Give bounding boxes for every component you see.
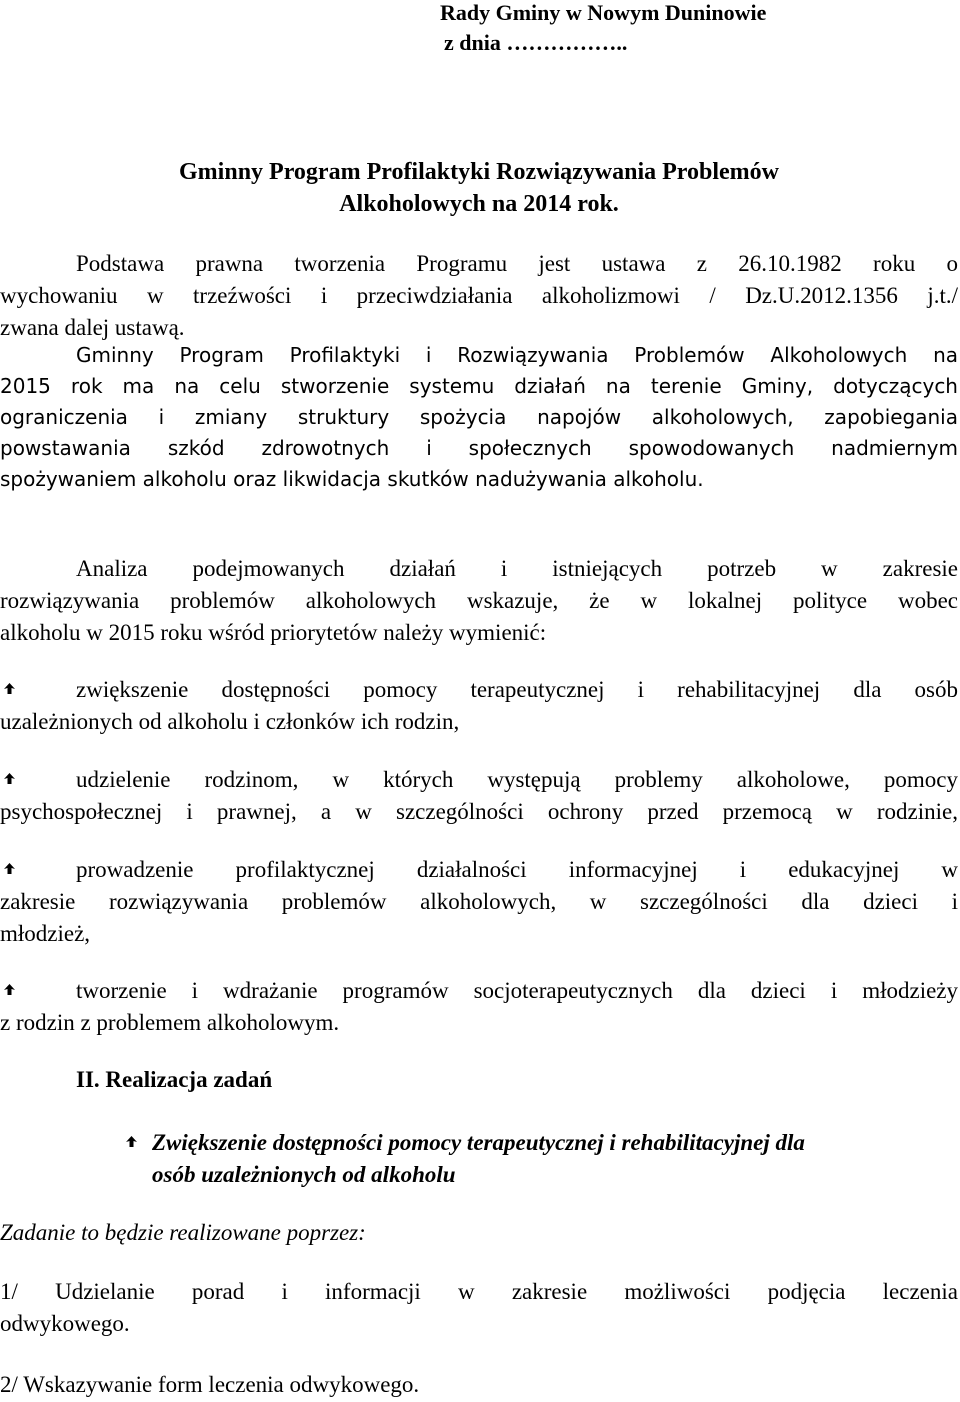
purpose-line: ograniczenia i zmiany struktury spożycia napojów alkoholowych, zapobiegania bbox=[0, 405, 958, 429]
task-intro: Zadanie to będzie realizowane poprzez: bbox=[0, 1220, 366, 1245]
analysis-line: alkoholu w 2015 roku wśród priorytetów należy wymienić: bbox=[0, 620, 547, 645]
council-name: Rady Gminy w Nowym Duninowie bbox=[440, 0, 767, 25]
priority-item bbox=[0, 764, 958, 828]
task-heading-line: osób uzależnionych od alkoholu bbox=[152, 1162, 456, 1187]
analysis-paragraph bbox=[0, 553, 958, 649]
purpose-line: spożywaniem alkoholu oraz likwidacja skutków nadużywania alkoholu. bbox=[0, 467, 704, 491]
task-heading bbox=[0, 1127, 958, 1191]
priority-item bbox=[0, 854, 958, 950]
priority-line: psychospołecznej i prawnej, a w szczególności ochrony przed przemocą w rodzinie, bbox=[0, 799, 958, 824]
date-line: z dnia …………….. bbox=[444, 30, 628, 55]
purpose-paragraph bbox=[0, 340, 958, 495]
priority-line: z rodzin z problemem alkoholowym. bbox=[0, 1010, 340, 1035]
arrow-up-bullet-icon bbox=[4, 683, 15, 694]
section-title: Realizacja zadań bbox=[105, 1067, 273, 1092]
purpose-line: Gminny Program Profilaktyki i Rozwiązywania Problemów Alkoholowych na bbox=[76, 343, 958, 367]
analysis-line: rozwiązywania problemów alkoholowych wskazuje, że w lokalnej polityce wobec bbox=[0, 588, 958, 613]
priority-line: udzielenie rodzinom, w których występują problemy alkoholowe, pomocy bbox=[76, 767, 958, 792]
task-item-1 bbox=[0, 1276, 958, 1340]
analysis-line: Analiza podejmowanych działań i istniejących potrzeb w zakresie bbox=[76, 556, 958, 581]
section-heading bbox=[76, 1064, 272, 1096]
document-title-line-2: Alkoholowych na 2014 rok. bbox=[339, 191, 619, 217]
purpose-line: powstawania szkód zdrowotnych i społecznych spowodowanych nadmiernym bbox=[0, 436, 958, 460]
legal-basis-paragraph bbox=[0, 248, 958, 344]
priority-line: prowadzenie profilaktycznej działalności informacyjnej i edukacyjnej w bbox=[76, 857, 958, 882]
purpose-line: 2015 rok ma na celu stworzenie systemu działań na terenie Gminy, dotyczących bbox=[0, 374, 958, 398]
arrow-up-bullet-icon bbox=[126, 1136, 137, 1147]
priority-item bbox=[0, 674, 958, 738]
arrow-up-bullet-icon bbox=[4, 773, 15, 784]
legal-basis-line: Podstawa prawna tworzenia Programu jest ustawa z 26.10.1982 roku o bbox=[76, 251, 958, 276]
priority-line: tworzenie i wdrażanie programów socjoterapeutycznych dla dzieci i młodzieży bbox=[76, 978, 958, 1003]
legal-basis-line: zwana dalej ustawą. bbox=[0, 315, 185, 340]
arrow-up-bullet-icon bbox=[4, 984, 15, 995]
legal-basis-line: wychowaniu w trzeźwości i przeciwdziałania alkoholizmowi / Dz.U.2012.1356 j.t./ bbox=[0, 283, 958, 308]
task-item-line: 1/ Udzielanie porad i informacji w zakresie możliwości podjęcia leczenia bbox=[0, 1279, 958, 1304]
task-item-2: 2/ Wskazywanie form leczenia odwykowego. bbox=[0, 1372, 420, 1397]
priority-item bbox=[0, 975, 958, 1039]
section-number: II. bbox=[76, 1067, 100, 1092]
task-item-line: odwykowego. bbox=[0, 1311, 130, 1336]
task-heading-line: Zwiększenie dostępności pomocy terapeutycznej i rehabilitacyjnej dla bbox=[152, 1130, 805, 1155]
priority-line: zwiększenie dostępności pomocy terapeutycznej i rehabilitacyjnej dla osób bbox=[76, 677, 958, 702]
arrow-up-bullet-icon bbox=[4, 863, 15, 874]
priority-line: zakresie rozwiązywania problemów alkoholowych, w szczególności dla dzieci i bbox=[0, 889, 958, 914]
document-title-line-1: Gminny Program Profilaktyki Rozwiązywania Problemów bbox=[179, 159, 779, 185]
priority-line: uzależnionych od alkoholu i członków ich rodzin, bbox=[0, 709, 460, 734]
priority-line: młodzież, bbox=[0, 921, 91, 946]
